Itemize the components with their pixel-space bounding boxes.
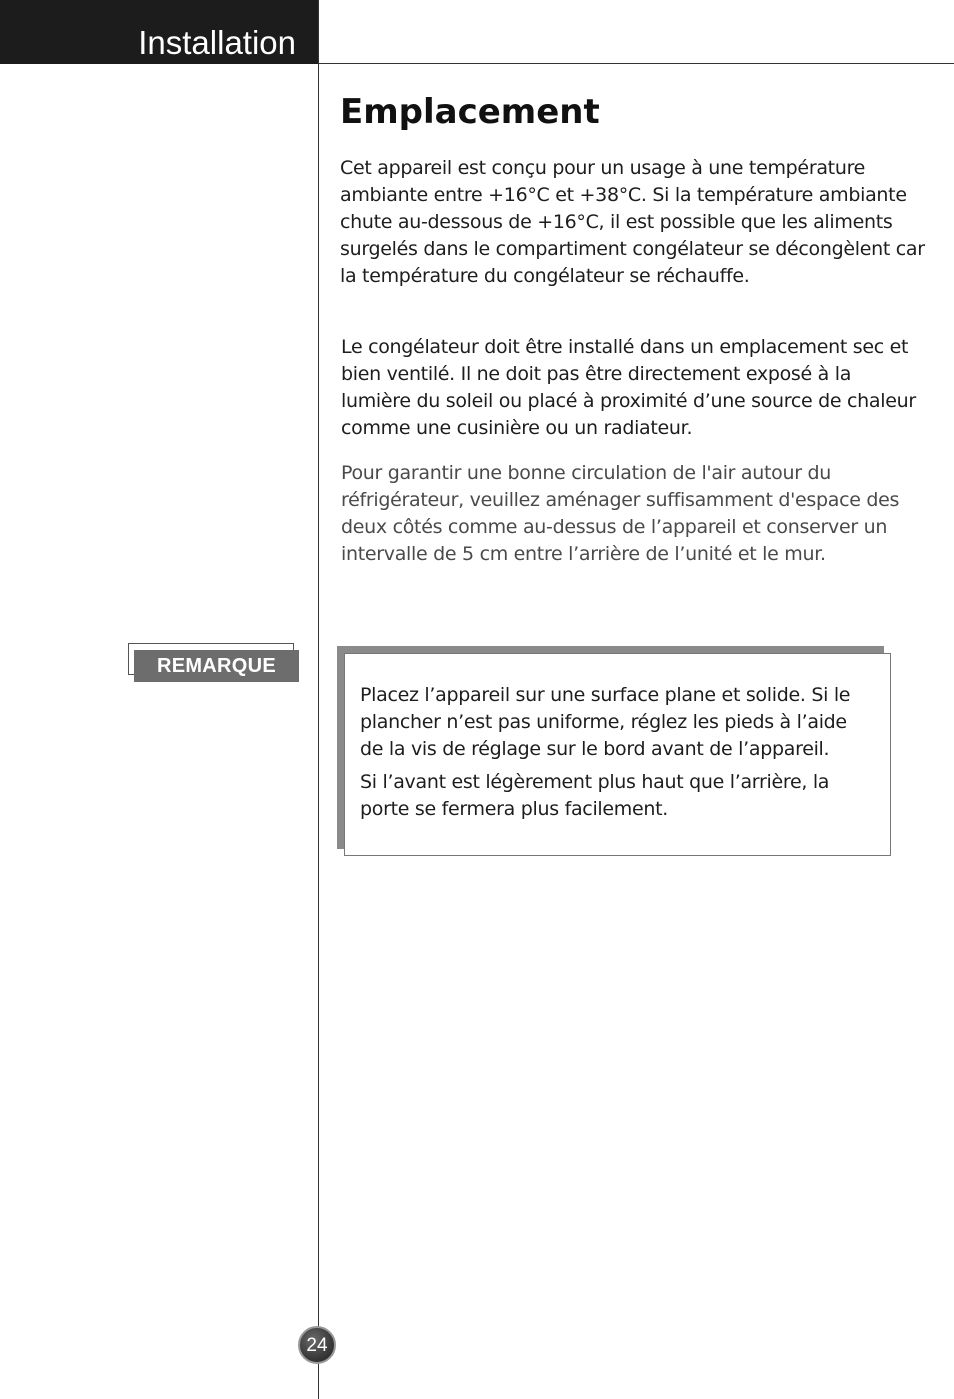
- paragraph-temperature: Cet appareil est conçu pour un usage à une température ambiante entre +16°C et +38°C. Si la température ambiante chute au-dessous de +16°C, il est possible que les aliments surgelés dans le compartiment congélateur se décongèlent car la température du congélateur se réchauffe.: [340, 157, 925, 287]
- note-label: REMARQUE: [134, 650, 299, 682]
- note-paragraph-surface: Placez l’appareil sur une surface plane et solide. Si le plancher n’est pas uniforme, réglez les pieds à l’aide de la vis de réglage sur le bord avant de l’appareil.: [360, 684, 851, 760]
- page-number-badge: 24: [298, 1326, 336, 1364]
- paragraph-location: Le congélateur doit être installé dans un emplacement sec et bien ventilé. Il ne doit pas être directement exposé à la lumière du soleil ou placé à proximité d’une source de chaleur comme une cusinière ou un radiateur.: [341, 336, 916, 439]
- paragraph-ventilation: Pour garantir une bonne circulation de l'air autour du réfrigérateur, veuillez aménager suffisamment d'espace des deux côtés comme au-dessus de l’appareil et conserver un intervalle de 5 cm entre l’arrière de l’unité et le mur.: [341, 462, 900, 565]
- section-title: Installation: [138, 24, 296, 61]
- header-divider: [318, 63, 954, 64]
- column-divider: [318, 0, 319, 1399]
- section-header-tab: [0, 0, 318, 64]
- page-title: Emplacement: [340, 92, 600, 132]
- note-paragraph-door: Si l’avant est légèrement plus haut que l’arrière, la porte se fermera plus facilement.: [360, 771, 830, 820]
